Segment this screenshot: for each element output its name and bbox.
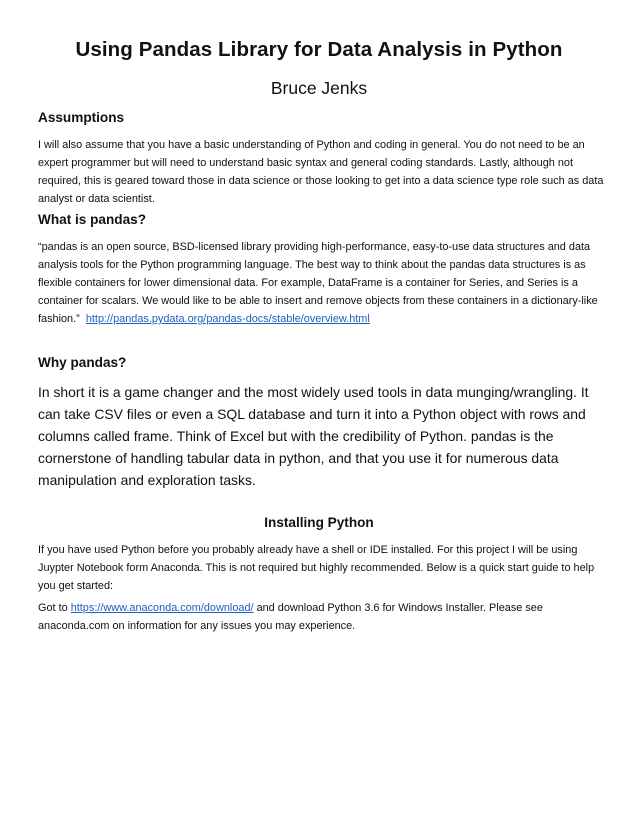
installing-python-heading: Installing Python xyxy=(264,515,374,530)
what-is-pandas-quote: “pandas is an open source, BSD-licensed library providing high-performance, easy-to-use data structures and data analysis tools for the Python programming language. The best way to think about the pandas data structures is as flexible containers for lower dimensional data. For example, DataFrame is a container for Series, and Series is a container for scalars. We would like to be able to insert and remove objects from these containers in a dictionary-like fashion.” xyxy=(38,241,598,325)
assumptions-paragraph: I will also assume that you have a basic understanding of Python and coding in general. You do not need to be an expert programmer but will need to understand basic syntax and general coding standards. Lastly, although not required, this is geared toward those in data science or those looking to get into a data science type role such as data analyst or data scientist. xyxy=(38,139,604,205)
document-title: Using Pandas Library for Data Analysis in Python xyxy=(75,38,563,61)
installing-python-paragraph: If you have used Python before you probably already have a shell or IDE installed. For this project I will be using Juypter Notebook form Anaconda. This is not required but highly recommended. Below is a quick start guide to help you get started: xyxy=(38,544,595,592)
anaconda-download-link[interactable]: https://www.anaconda.com/download/ xyxy=(70,602,254,614)
download-instructions-paragraph xyxy=(38,599,604,635)
pandas-overview-link[interactable]: http://pandas.pydata.org/pandas-docs/stable/overview.html xyxy=(85,313,370,325)
what-is-pandas-paragraph xyxy=(38,238,604,328)
why-pandas-paragraph: In short it is a game changer and the most widely used tools in data munging/wrangling. It can take CSV files or even a SQL database and turn it into a Python object with rows and columns called frame. Think of Excel but with the credibility of Python. pandas is the cornerstone of handling tabular data in python, and that you use it for numerous data manipulation and exploration tasks. xyxy=(38,384,589,488)
what-is-pandas-heading: What is pandas? xyxy=(38,212,147,227)
download-step-prefix: Got to xyxy=(38,602,68,614)
why-pandas-heading: Why pandas? xyxy=(38,355,127,370)
assumptions-heading: Assumptions xyxy=(38,110,125,125)
document-author: Bruce Jenks xyxy=(270,78,368,98)
download-step-suffix: and download Python 3.6 for Windows Installer. Please see anaconda.com on information for any issues you may experience. xyxy=(38,602,543,632)
